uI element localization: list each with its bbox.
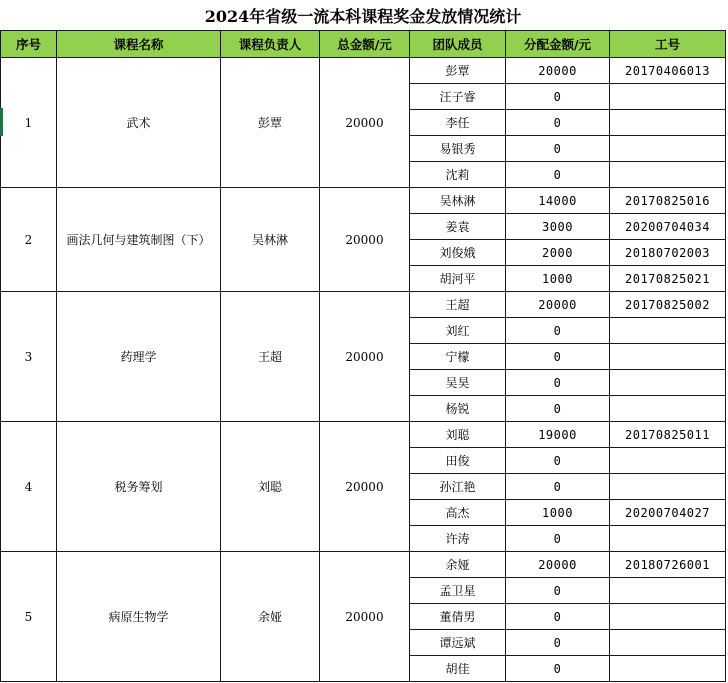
- staff-id-cell[interactable]: [610, 162, 726, 188]
- member-name-cell[interactable]: 董倩男: [410, 604, 506, 630]
- member-name-cell[interactable]: 刘俊娥: [410, 240, 506, 266]
- member-name-cell[interactable]: 宁檬: [410, 344, 506, 370]
- staff-id-cell[interactable]: [610, 344, 726, 370]
- member-name-cell[interactable]: 胡河平: [410, 266, 506, 292]
- staff-id-cell[interactable]: [610, 396, 726, 422]
- total-cell[interactable]: 20000: [320, 552, 410, 682]
- staff-id-cell[interactable]: [610, 578, 726, 604]
- leader-cell[interactable]: 彭覃: [221, 58, 320, 188]
- member-name-cell[interactable]: 杨锐: [410, 396, 506, 422]
- member-name-cell[interactable]: 姜袁: [410, 214, 506, 240]
- amount-cell[interactable]: 0: [506, 630, 610, 656]
- bonus-table: [0, 30, 726, 682]
- index-cell[interactable]: 3: [1, 292, 57, 422]
- amount-cell[interactable]: 1000: [506, 266, 610, 292]
- header-cell-total[interactable]: 总金额/元: [320, 31, 410, 58]
- table-row: [1, 292, 726, 318]
- staff-id-cell[interactable]: 20180726001: [610, 552, 726, 578]
- amount-cell[interactable]: 0: [506, 136, 610, 162]
- staff-id-cell[interactable]: 20170825016: [610, 188, 726, 214]
- table-row: [1, 188, 726, 214]
- course-name-cell[interactable]: 画法几何与建筑制图（下）: [57, 188, 221, 292]
- leader-cell[interactable]: 王超: [221, 292, 320, 422]
- amount-cell[interactable]: 0: [506, 656, 610, 682]
- member-name-cell[interactable]: 王超: [410, 292, 506, 318]
- member-name-cell[interactable]: 田俊: [410, 448, 506, 474]
- course-name-cell[interactable]: 武术: [57, 58, 221, 188]
- total-cell[interactable]: 20000: [320, 188, 410, 292]
- staff-id-cell[interactable]: 20170406013: [610, 58, 726, 84]
- staff-id-cell[interactable]: [610, 604, 726, 630]
- amount-cell[interactable]: 19000: [506, 422, 610, 448]
- staff-id-cell[interactable]: [610, 370, 726, 396]
- staff-id-cell[interactable]: 20200704027: [610, 500, 726, 526]
- amount-cell[interactable]: 0: [506, 344, 610, 370]
- index-cell[interactable]: 5: [1, 552, 57, 682]
- table-row: [1, 552, 726, 578]
- staff-id-cell[interactable]: [610, 448, 726, 474]
- amount-cell[interactable]: 0: [506, 604, 610, 630]
- amount-cell[interactable]: 0: [506, 578, 610, 604]
- header-cell-leader[interactable]: 课程负责人: [221, 31, 320, 58]
- amount-cell[interactable]: 20000: [506, 292, 610, 318]
- amount-cell[interactable]: 2000: [506, 240, 610, 266]
- staff-id-cell[interactable]: 20170825021: [610, 266, 726, 292]
- staff-id-cell[interactable]: [610, 136, 726, 162]
- amount-cell[interactable]: 0: [506, 110, 610, 136]
- amount-cell[interactable]: 0: [506, 526, 610, 552]
- member-name-cell[interactable]: 吴昊: [410, 370, 506, 396]
- member-name-cell[interactable]: 谭远斌: [410, 630, 506, 656]
- staff-id-cell[interactable]: 20200704034: [610, 214, 726, 240]
- sheet-title: 2024年省级一流本科课程奖金发放情况统计: [204, 6, 522, 26]
- amount-cell[interactable]: 0: [506, 474, 610, 500]
- amount-cell[interactable]: 0: [506, 396, 610, 422]
- course-name-cell[interactable]: 病原生物学: [57, 552, 221, 682]
- amount-cell[interactable]: 0: [506, 370, 610, 396]
- active-cell-indicator: [0, 108, 3, 136]
- member-name-cell[interactable]: 刘聪: [410, 422, 506, 448]
- amount-cell[interactable]: 20000: [506, 552, 610, 578]
- total-cell[interactable]: 20000: [320, 292, 410, 422]
- staff-id-cell[interactable]: [610, 630, 726, 656]
- staff-id-cell[interactable]: [610, 84, 726, 110]
- header-cell-amount[interactable]: 分配金额/元: [506, 31, 610, 58]
- amount-cell[interactable]: 3000: [506, 214, 610, 240]
- amount-cell[interactable]: 0: [506, 162, 610, 188]
- header-row: [1, 31, 726, 58]
- staff-id-cell[interactable]: [610, 474, 726, 500]
- member-name-cell[interactable]: 胡佳: [410, 656, 506, 682]
- header-cell-members[interactable]: 团队成员: [410, 31, 506, 58]
- member-name-cell[interactable]: 高杰: [410, 500, 506, 526]
- course-name-cell[interactable]: 税务筹划: [57, 422, 221, 552]
- leader-cell[interactable]: 刘聪: [221, 422, 320, 552]
- staff-id-cell[interactable]: [610, 656, 726, 682]
- amount-cell[interactable]: 20000: [506, 58, 610, 84]
- member-name-cell[interactable]: 吴林淋: [410, 188, 506, 214]
- member-name-cell[interactable]: 易银秀: [410, 136, 506, 162]
- staff-id-cell[interactable]: [610, 526, 726, 552]
- index-cell[interactable]: 1: [1, 58, 57, 188]
- total-cell[interactable]: 20000: [320, 422, 410, 552]
- amount-cell[interactable]: 14000: [506, 188, 610, 214]
- amount-cell[interactable]: 1000: [506, 500, 610, 526]
- staff-id-cell[interactable]: 20170825002: [610, 292, 726, 318]
- member-name-cell[interactable]: 刘红: [410, 318, 506, 344]
- member-name-cell[interactable]: 许涛: [410, 526, 506, 552]
- staff-id-cell[interactable]: 20170825011: [610, 422, 726, 448]
- header-cell-index[interactable]: 序号: [1, 31, 57, 58]
- amount-cell[interactable]: 0: [506, 84, 610, 110]
- staff-id-cell[interactable]: [610, 318, 726, 344]
- course-name-cell[interactable]: 药理学: [57, 292, 221, 422]
- index-cell[interactable]: 4: [1, 422, 57, 552]
- member-name-cell[interactable]: 孙江艳: [410, 474, 506, 500]
- table-row: [1, 422, 726, 448]
- amount-cell[interactable]: 0: [506, 448, 610, 474]
- member-name-cell[interactable]: 李任: [410, 110, 506, 136]
- index-cell[interactable]: 2: [1, 188, 57, 292]
- staff-id-cell[interactable]: [610, 110, 726, 136]
- member-name-cell[interactable]: 孟卫星: [410, 578, 506, 604]
- member-name-cell[interactable]: 汪子睿: [410, 84, 506, 110]
- total-cell[interactable]: 20000: [320, 58, 410, 188]
- member-name-cell[interactable]: 余娅: [410, 552, 506, 578]
- leader-cell[interactable]: 余娅: [221, 552, 320, 682]
- header-cell-course-name[interactable]: 课程名称: [57, 31, 221, 58]
- leader-cell[interactable]: 吴林淋: [221, 188, 320, 292]
- amount-cell[interactable]: 0: [506, 318, 610, 344]
- member-name-cell[interactable]: 彭覃: [410, 58, 506, 84]
- member-name-cell[interactable]: 沈莉: [410, 162, 506, 188]
- staff-id-cell[interactable]: 20180702003: [610, 240, 726, 266]
- header-cell-staff-id[interactable]: 工号: [610, 31, 726, 58]
- table-row: [1, 58, 726, 84]
